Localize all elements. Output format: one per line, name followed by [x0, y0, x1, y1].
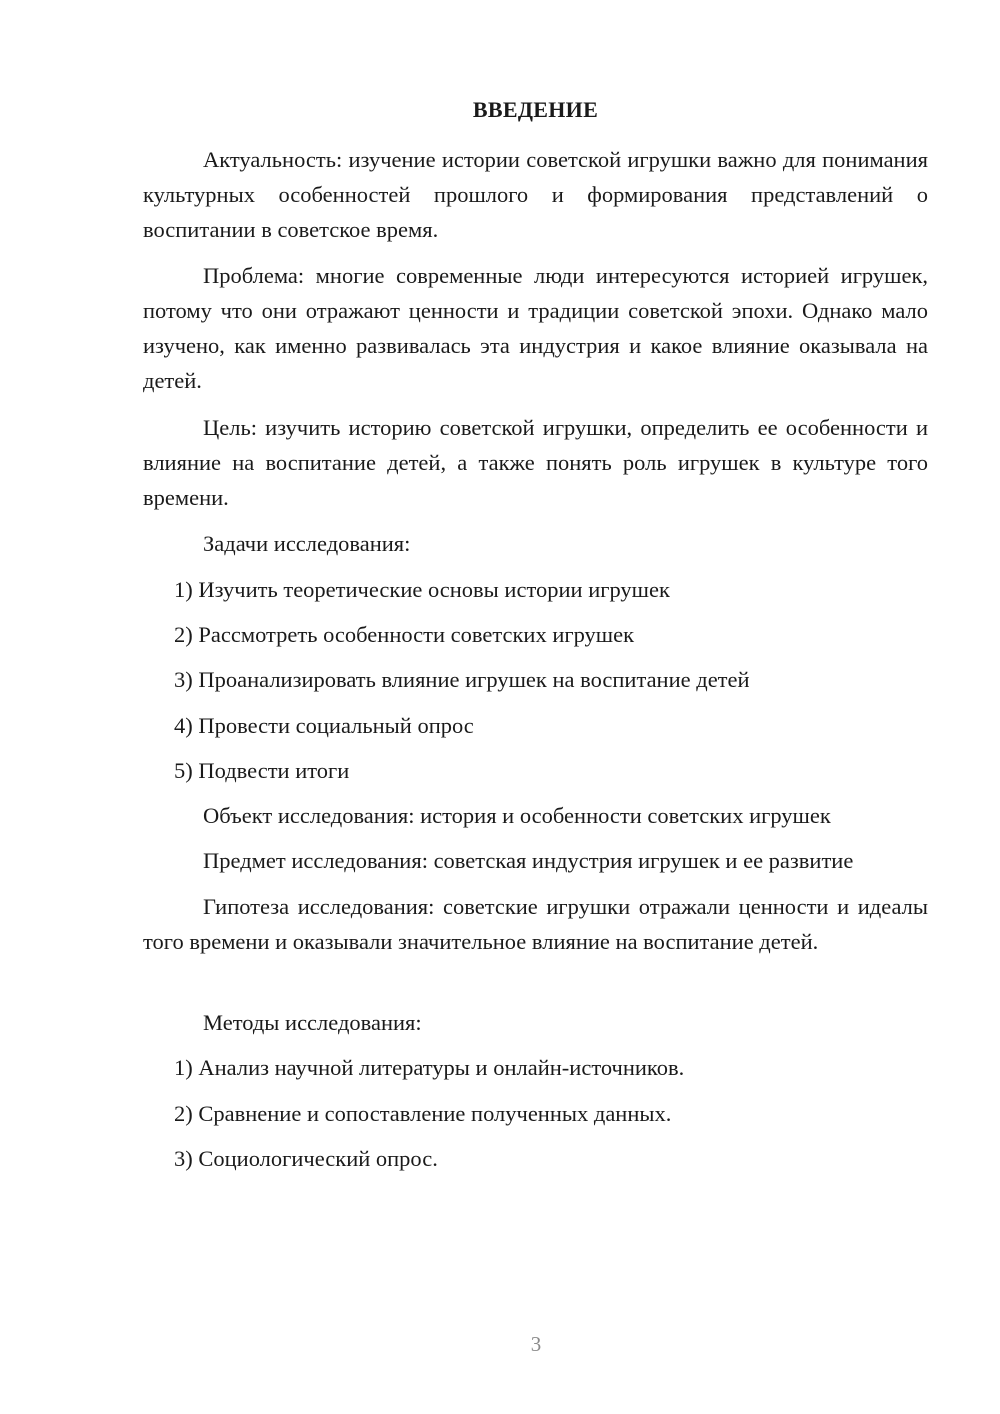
tasks-item-4 [143, 708, 928, 743]
methods-heading-block [143, 1005, 928, 1040]
object-section [143, 798, 928, 833]
tasks-item-1 [143, 572, 928, 607]
relevance-section [143, 142, 928, 247]
goal-section [143, 410, 928, 515]
object-line: Объект исследования: история и особенности советских игрушек [203, 803, 831, 828]
page-title: ВВЕДЕНИЕ [472, 97, 599, 122]
methods-item-1 [143, 1050, 928, 1085]
tasks-item-2 [143, 617, 928, 652]
methods-heading: Методы исследования: [203, 1010, 422, 1035]
hypothesis-paragraph: Гипотеза исследования: советские игрушки отражали ценности и идеалы того времени и оказывали значительное влияние на воспитание детей. [143, 894, 928, 954]
list-item: 4) Провести социальный опрос [174, 713, 474, 738]
list-item: 3) Социологический опрос. [174, 1146, 438, 1171]
list-item: 3) Проанализировать влияние игрушек на воспитание детей [174, 667, 750, 692]
subject-section [143, 843, 928, 878]
methods-item-2 [143, 1096, 928, 1131]
relevance-paragraph: Актуальность: изучение истории советской игрушки важно для понимания культурных особенностей прошлого и формирования представлений о воспитании в советское время. [143, 147, 928, 242]
page-number: 3 [530, 1332, 542, 1356]
hypothesis-section [143, 889, 928, 959]
tasks-heading-block [143, 526, 928, 561]
list-item: 1) Изучить теоретические основы истории игрушек [174, 577, 670, 602]
goal-paragraph: Цель: изучить историю советской игрушки, определить ее особенности и влияние на воспитание детей, а также понять роль игрушек в культуре того времени. [143, 415, 928, 510]
list-item: 2) Сравнение и сопоставление полученных данных. [174, 1101, 672, 1126]
tasks-item-5 [143, 753, 928, 788]
list-item: 2) Рассмотреть особенности советских игрушек [174, 622, 635, 647]
problem-section [143, 258, 928, 398]
tasks-item-3 [143, 662, 928, 697]
list-item: 5) Подвести итоги [174, 758, 350, 783]
list-item: 1) Анализ научной литературы и онлайн-источников. [174, 1055, 685, 1080]
methods-item-3 [143, 1141, 928, 1176]
problem-paragraph: Проблема: многие современные люди интересуются историей игрушек, потому что они отражают ценности и традиции советской эпохи. Однако мало изучено, как именно развивалась эта индустрия и какое влияние оказывала на детей. [143, 263, 928, 393]
tasks-heading: Задачи исследования: [203, 531, 411, 556]
subject-line: Предмет исследования: советская индустрия игрушек и ее развитие [203, 848, 854, 873]
